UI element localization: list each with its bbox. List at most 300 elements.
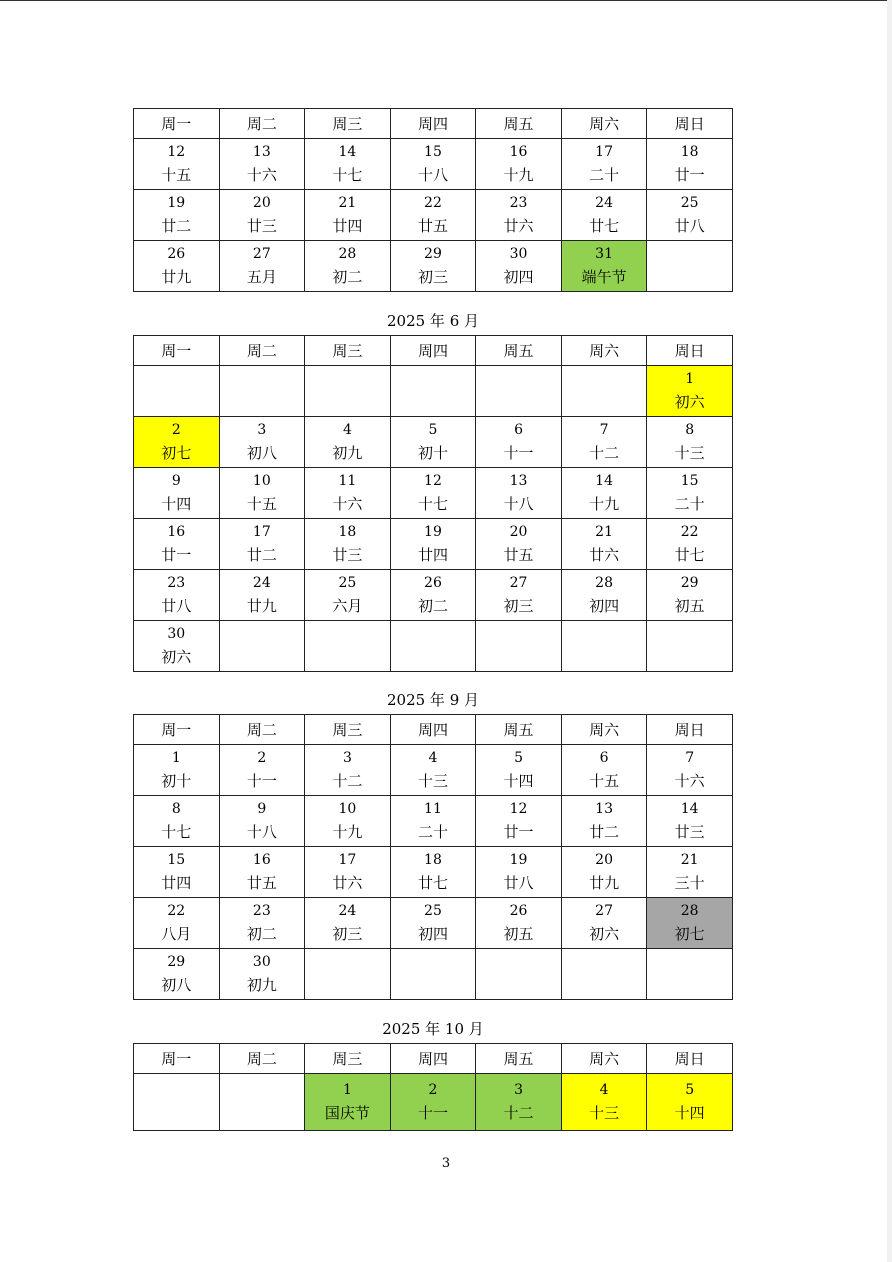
lunar-date: 十二 [589,444,620,462]
lunar-date: 廿七 [589,217,620,235]
empty-day-cell [219,366,305,417]
week-row [134,468,733,519]
day-number: 3 [514,1082,523,1098]
lunar-date: 十八 [503,495,534,513]
lunar-date: 廿二 [246,546,277,564]
day-cell [561,519,647,570]
page-right-edge [887,0,892,1262]
lunar-date: 廿九 [161,268,192,286]
day-number: 5 [514,750,523,766]
day-cell [219,949,305,1000]
day-number: 16 [509,144,528,160]
day-number: 2 [428,1082,438,1098]
day-number: 8 [171,801,181,817]
day-number: 4 [599,1082,609,1098]
week-row [134,1074,733,1131]
lunar-date: 十三 [417,772,448,790]
day-cell [561,847,647,898]
lunar-date: 初六 [674,393,705,411]
day-number: 26 [509,903,528,919]
lunar-date: 初八 [161,976,192,994]
day-cell [561,796,647,847]
day-cell [134,519,220,570]
day-cell [390,745,476,796]
day-number: 17 [338,852,357,868]
day-cell [476,241,562,292]
lunar-date: 二十 [674,495,705,513]
week-row [134,796,733,847]
day-number: 1 [685,371,695,387]
day-cell [134,190,220,241]
weekday-header: 周五 [476,715,562,745]
day-number: 15 [167,852,186,868]
day-cell [219,796,305,847]
lunar-date: 十五 [161,166,192,184]
lunar-date: 廿三 [674,823,705,841]
weekday-header: 周一 [134,109,220,139]
day-cell [305,417,391,468]
day-cell [134,796,220,847]
week-row [134,366,733,417]
day-number: 23 [509,195,528,211]
lunar-date: 三十 [674,874,705,892]
empty-day-cell [390,366,476,417]
lunar-date: 初五 [503,925,534,943]
calendar-october-2025 [133,1043,733,1131]
lunar-date: 十一 [503,444,534,462]
lunar-date: 廿五 [417,217,448,235]
weekday-header: 周四 [390,1044,476,1074]
day-number: 13 [595,801,613,817]
day-cell [305,1074,391,1131]
day-number: 12 [167,144,186,160]
empty-day-cell [561,621,647,672]
weekday-header: 周六 [561,1044,647,1074]
day-number: 12 [424,473,442,489]
lunar-date: 廿八 [161,597,192,615]
lunar-date: 廿七 [674,546,705,564]
day-number: 28 [595,575,613,591]
week-row [134,621,733,672]
day-cell [561,241,647,292]
empty-day-cell [476,949,562,1000]
lunar-date: 廿一 [674,166,705,184]
empty-day-cell [219,1074,305,1131]
lunar-date: 廿八 [503,874,534,892]
empty-day-cell [134,1074,220,1131]
day-number: 24 [338,903,357,919]
day-number: 5 [685,1082,695,1098]
lunar-date: 廿六 [589,546,620,564]
lunar-date: 十六 [674,772,705,790]
weekday-header: 周三 [305,715,391,745]
day-number: 26 [424,575,442,591]
calendar-may-2025 [133,108,733,292]
day-number: 23 [167,575,186,591]
day-cell [476,847,562,898]
weekday-header-row [134,1044,733,1074]
day-cell [647,366,733,417]
day-cell [134,847,220,898]
day-cell [305,241,391,292]
lunar-date: 初四 [503,268,534,286]
day-cell [134,241,220,292]
day-cell [476,1074,562,1131]
lunar-date: 初二 [332,268,363,286]
day-cell [219,190,305,241]
week-row [134,519,733,570]
lunar-date: 廿三 [246,217,277,235]
lunar-date: 初五 [674,597,705,615]
week-row [134,570,733,621]
lunar-date: 十八 [417,166,448,184]
day-number: 9 [171,473,181,489]
lunar-date: 十七 [161,823,192,841]
lunar-date: 十六 [246,166,277,184]
day-cell [305,468,391,519]
day-cell [305,898,391,949]
day-cell [561,139,647,190]
day-cell [390,570,476,621]
lunar-date: 初七 [161,444,192,462]
day-cell [476,468,562,519]
lunar-date: 初四 [589,597,620,615]
day-cell [561,570,647,621]
empty-day-cell [305,621,391,672]
day-number: 11 [338,473,357,489]
empty-day-cell [476,621,562,672]
day-number: 29 [167,954,186,970]
day-cell [219,139,305,190]
lunar-date: 初二 [246,925,277,943]
day-number: 5 [428,422,438,438]
empty-day-cell [390,621,476,672]
day-number: 8 [685,422,695,438]
lunar-date: 廿一 [503,823,534,841]
day-cell [219,898,305,949]
day-cell [390,190,476,241]
weekday-header: 周四 [390,715,476,745]
lunar-date: 初十 [161,772,192,790]
day-cell [219,570,305,621]
weekday-header-row [134,715,733,745]
day-number: 18 [338,524,357,540]
day-cell [561,190,647,241]
day-number: 25 [680,195,699,211]
day-cell [561,1074,647,1131]
lunar-date: 廿八 [674,217,705,235]
day-cell [219,745,305,796]
month-title-october: 2025 年 10 月 [382,1020,484,1038]
day-cell [219,847,305,898]
day-cell [219,468,305,519]
day-cell [561,898,647,949]
day-number: 21 [595,524,613,540]
day-cell [134,745,220,796]
day-number: 27 [595,903,613,919]
lunar-date: 二十 [417,823,448,841]
week-row [134,847,733,898]
empty-day-cell [561,949,647,1000]
lunar-date: 廿一 [161,546,192,564]
day-number: 3 [257,422,267,438]
weekday-header: 周六 [561,336,647,366]
empty-day-cell [134,366,220,417]
weekday-header: 周二 [219,1044,305,1074]
day-cell [647,570,733,621]
page-top-border [0,0,892,1]
day-number: 20 [509,524,528,540]
empty-day-cell [305,949,391,1000]
weekday-header: 周三 [305,109,391,139]
day-number: 6 [599,750,609,766]
day-cell [390,241,476,292]
lunar-date: 十二 [332,772,363,790]
day-cell [647,1074,733,1131]
lunar-date: 十九 [589,495,620,513]
empty-day-cell [219,621,305,672]
lunar-date: 廿五 [246,874,277,892]
day-number: 27 [252,246,271,262]
weekday-header: 周一 [134,715,220,745]
lunar-date: 初三 [503,597,534,615]
lunar-date: 十九 [503,166,534,184]
day-cell [305,139,391,190]
day-cell [305,847,391,898]
day-number: 15 [424,144,442,160]
day-cell [476,190,562,241]
day-number: 25 [424,903,442,919]
day-number: 28 [338,246,357,262]
lunar-date: 初六 [161,648,192,666]
day-cell [390,1074,476,1131]
day-cell [305,519,391,570]
lunar-date: 初三 [332,925,363,943]
weekday-header-row [134,109,733,139]
lunar-date: 廿六 [503,217,534,235]
day-cell [647,847,733,898]
day-cell [219,417,305,468]
week-row [134,417,733,468]
weekday-header: 周六 [561,109,647,139]
day-cell [476,417,562,468]
day-number: 26 [167,246,186,262]
week-row [134,949,733,1000]
lunar-date: 五月 [246,268,277,286]
day-number: 16 [167,524,186,540]
lunar-date: 六月 [332,597,363,615]
empty-day-cell [647,241,733,292]
empty-day-cell [647,949,733,1000]
day-number: 29 [680,575,699,591]
weekday-header: 周一 [134,336,220,366]
day-number: 10 [338,801,357,817]
weekday-header: 周日 [647,109,733,139]
lunar-date: 十三 [674,444,705,462]
day-number: 1 [171,750,181,766]
calendar-september-2025 [133,714,733,1000]
day-number: 30 [167,626,186,642]
day-number: 22 [424,195,442,211]
day-cell [647,468,733,519]
day-cell [476,796,562,847]
day-number: 15 [680,473,699,489]
day-number: 14 [338,144,357,160]
day-number: 22 [167,903,186,919]
day-number: 11 [424,801,442,817]
lunar-date: 初六 [589,925,620,943]
weekday-header: 周日 [647,1044,733,1074]
day-cell [390,898,476,949]
lunar-date: 廿四 [417,546,448,564]
day-cell [476,139,562,190]
day-number: 20 [595,852,613,868]
day-cell [647,190,733,241]
day-number: 17 [595,144,613,160]
day-cell [219,241,305,292]
day-number: 6 [514,422,523,438]
day-cell [647,898,733,949]
lunar-date: 十一 [417,1104,448,1122]
lunar-date: 廿五 [503,546,534,564]
holiday-name: 国庆节 [324,1104,370,1122]
lunar-date: 十四 [503,772,534,790]
week-row [134,190,733,241]
day-number: 1 [342,1082,352,1098]
empty-day-cell [390,949,476,1000]
lunar-date: 十一 [246,772,277,790]
empty-day-cell [476,366,562,417]
week-row [134,241,733,292]
lunar-date: 廿四 [332,217,363,235]
weekday-header: 周四 [390,336,476,366]
empty-day-cell [305,366,391,417]
lunar-date: 十二 [503,1104,534,1122]
lunar-date: 初四 [417,925,448,943]
day-number: 25 [338,575,357,591]
lunar-date: 十六 [332,495,363,513]
day-cell [305,570,391,621]
day-cell [561,468,647,519]
weekday-header: 周二 [219,109,305,139]
empty-day-cell [561,366,647,417]
day-cell [219,519,305,570]
lunar-date: 二十 [589,166,620,184]
day-number: 19 [509,852,528,868]
weekday-header-row [134,336,733,366]
day-number: 31 [595,246,613,262]
lunar-date: 十七 [332,166,363,184]
empty-day-cell [647,621,733,672]
day-cell [561,745,647,796]
day-number: 28 [680,903,699,919]
day-number: 12 [509,801,528,817]
day-number: 18 [424,852,442,868]
day-cell [390,139,476,190]
day-number: 3 [342,750,352,766]
month-title-september: 2025 年 9 月 [386,691,480,709]
day-number: 30 [252,954,271,970]
lunar-date: 十四 [674,1104,705,1122]
day-number: 7 [599,422,609,438]
lunar-date: 初七 [674,925,705,943]
day-cell [390,468,476,519]
day-cell [647,745,733,796]
day-cell [305,796,391,847]
day-number: 20 [252,195,271,211]
day-number: 19 [167,195,186,211]
day-number: 14 [680,801,699,817]
weekday-header: 周六 [561,715,647,745]
weekday-header: 周五 [476,1044,562,1074]
day-number: 17 [252,524,271,540]
day-number: 24 [252,575,271,591]
weekday-header: 周五 [476,336,562,366]
day-number: 16 [252,852,271,868]
day-number: 21 [338,195,357,211]
day-cell [476,519,562,570]
lunar-date: 初二 [417,597,448,615]
weekday-header: 周日 [647,715,733,745]
day-number: 30 [509,246,528,262]
lunar-date: 十九 [332,823,363,841]
lunar-date: 十四 [161,495,192,513]
day-cell [134,139,220,190]
day-cell [476,745,562,796]
lunar-date: 初十 [417,444,448,462]
day-number: 10 [252,473,271,489]
lunar-date: 十八 [246,823,277,841]
holiday-name: 端午节 [581,268,627,286]
lunar-date: 初八 [246,444,277,462]
weekday-header: 周四 [390,109,476,139]
day-number: 13 [252,144,271,160]
weekday-header: 周五 [476,109,562,139]
day-number: 9 [257,801,267,817]
day-cell [390,519,476,570]
day-number: 22 [680,524,699,540]
day-number: 4 [342,422,352,438]
page-number: 3 [441,1156,451,1171]
lunar-date: 初九 [332,444,363,462]
lunar-date: 廿二 [161,217,192,235]
day-cell [134,468,220,519]
day-cell [134,417,220,468]
weekday-header: 周三 [305,1044,391,1074]
lunar-date: 八月 [161,925,192,943]
lunar-date: 廿九 [589,874,620,892]
day-cell [647,417,733,468]
day-cell [134,570,220,621]
day-cell [305,745,391,796]
day-number: 4 [428,750,438,766]
day-cell [134,949,220,1000]
day-number: 18 [680,144,699,160]
day-cell [561,417,647,468]
day-cell [390,847,476,898]
day-cell [647,519,733,570]
lunar-date: 廿二 [589,823,620,841]
lunar-date: 廿三 [332,546,363,564]
day-cell [134,898,220,949]
day-number: 14 [595,473,613,489]
lunar-date: 十五 [589,772,620,790]
month-title-june: 2025 年 6 月 [386,312,480,330]
day-number: 29 [424,246,442,262]
weekday-header: 周二 [219,715,305,745]
day-number: 2 [171,422,181,438]
day-cell [647,796,733,847]
